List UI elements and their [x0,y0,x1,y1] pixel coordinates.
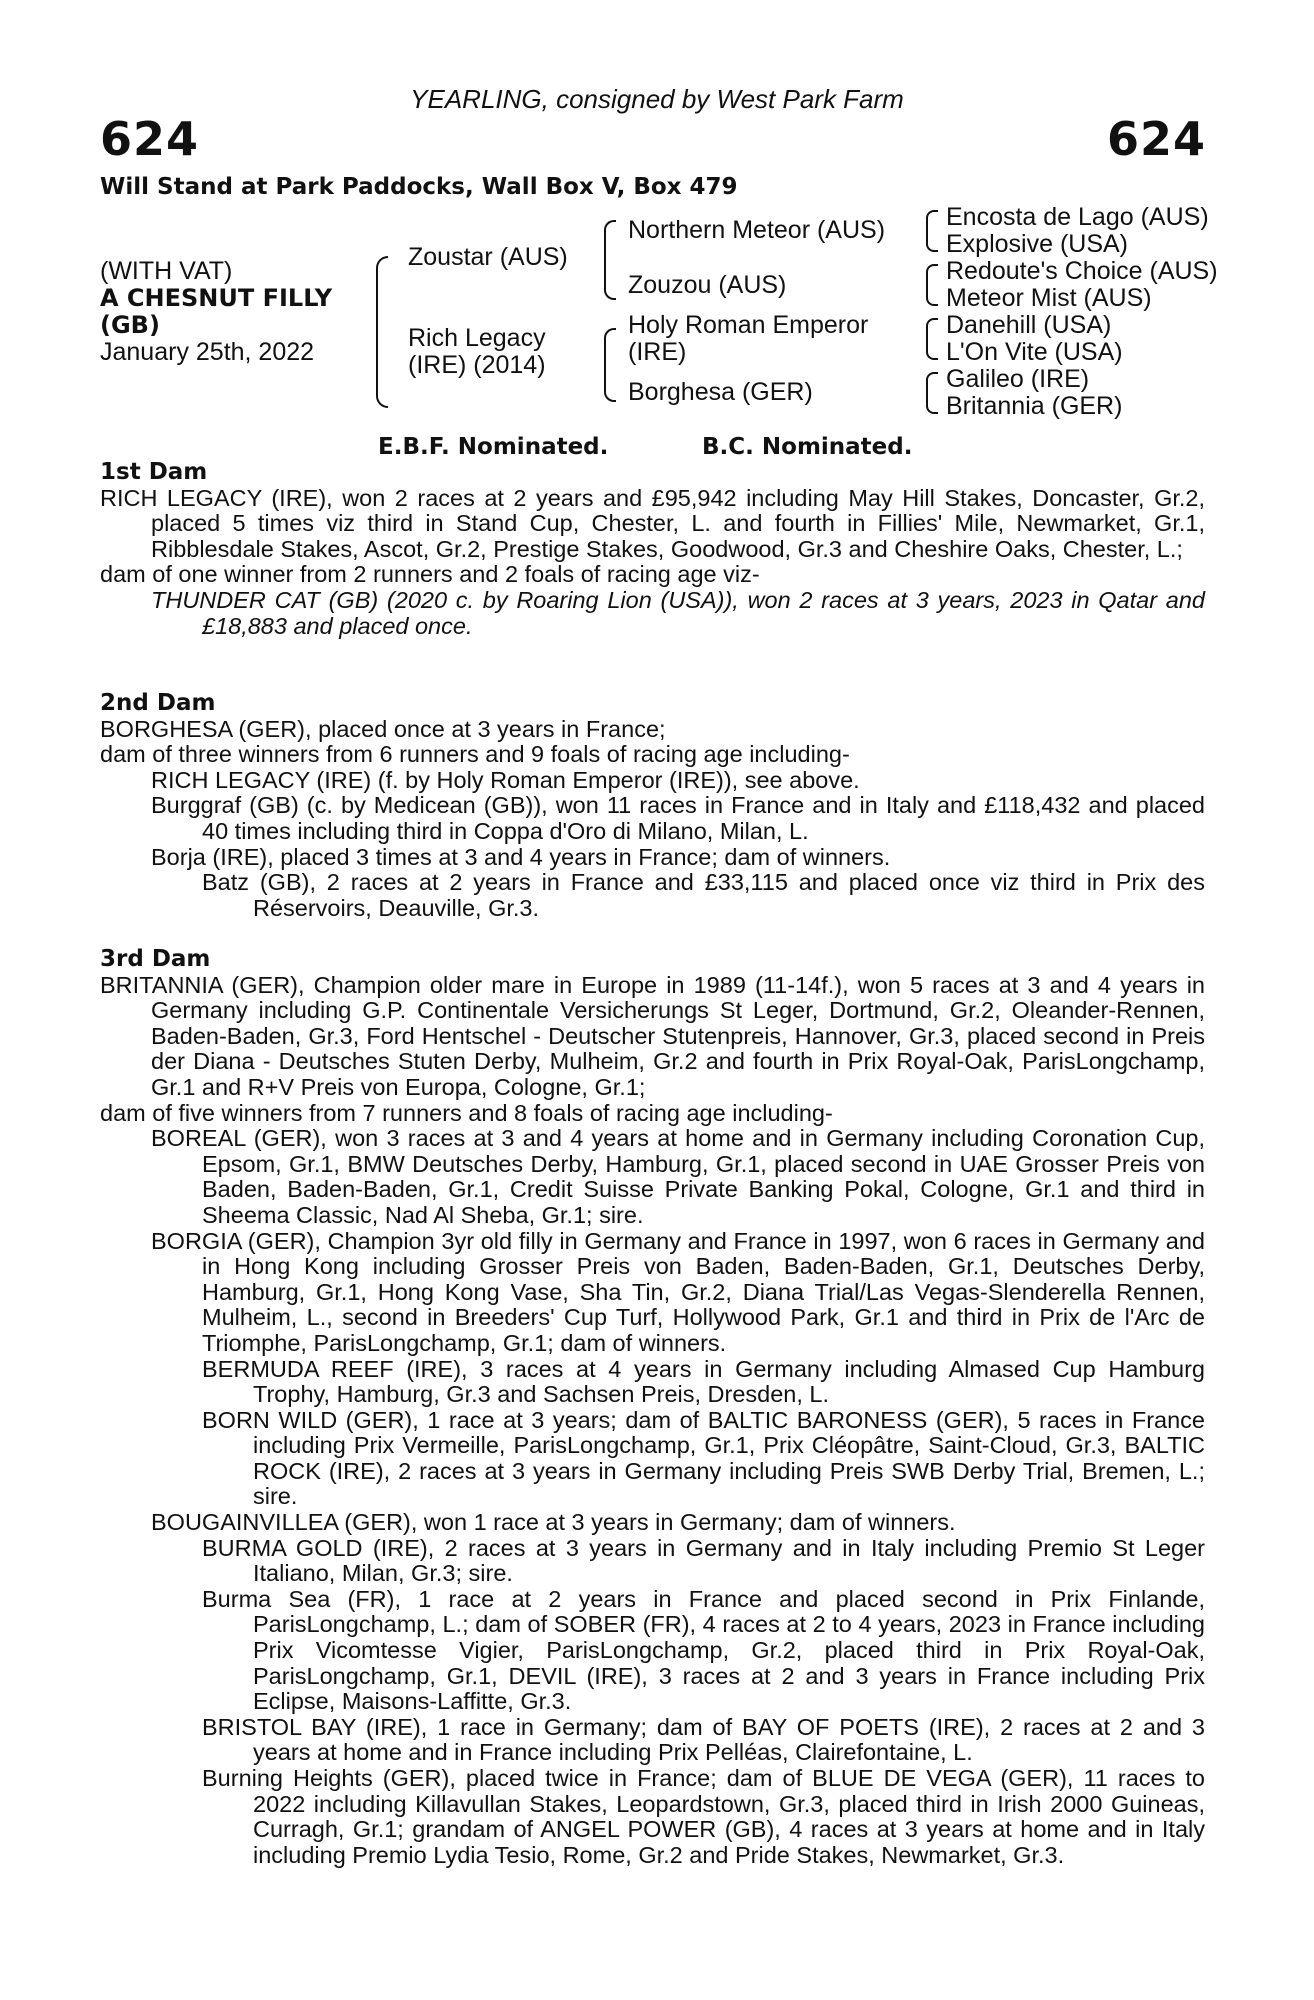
sire-sire: Northern Meteor (AUS) [628,216,886,244]
dam-dam: Borghesa (GER) [628,378,813,406]
second-dam-grandchild-1: Batz (GB), 2 races at 2 years in France and £33,115 and placed once viz third in Prix des Réservoirs, Deauville, Gr.3. [202,869,1205,921]
third-dam-section [100,947,1205,1868]
third-dam-heading: 3rd Dam [100,946,211,972]
consignment-line: YEARLING, consigned by West Park Farm [410,84,904,114]
dam-sire: Holy Roman Emperor (IRE) [628,311,869,366]
third-dam-produce-2: BORGIA (GER), Champion 3yr old filly in Germany and France in 1997, won 6 races in Germany and in Hong Kong including Grosser Preis von Baden, Baden-Baden, Gr.1, Deutsches Derby, Hamburg, Gr.1, Hong Kong Vase, Sha Tin, Gr.2, Diana Trial/Las Vegas-Slenderella Rennen, Mulheim, L., second in Breeders' Cup Turf, Hollywood Park, Gr.1 and third in Prix de l'Arc de Triomphe, ParisLongchamp, Gr.1; dam of winners. [151,1227,1205,1356]
second-dam-produce-summary: dam of three winners from 6 runners and 9 foals of racing age including- [100,741,850,768]
third-dam-record: BRITANNIA (GER), Champion older mare in Europe in 1989 (11-14f.), won 5 races at 3 and 4 years in Germany including G.P. Continentale Versicherungs St Leger, Dortmund, Gr.2, Oleander-Rennen, Baden-Baden, Gr.3, Ford Hentschel - Deutscher Stutenpreis, Hannover, Gr.3, placed second in Preis der Diana - Deutsches Stuten Derby, Mulheim, Gr.2 and fourth in Prix Royal-Oak, ParisLongchamp, Gr.1 and R+V Preis von Europa, Cologne, Gr.1; [100,971,1205,1100]
first-dam-record: RICH LEGACY (IRE), won 2 races at 2 years and £95,942 including May Hill Stakes, Doncaster, Gr.2, placed 5 times viz third in Stand Cup, Chester, L. and fourth in Fillies' Mile, Newmarket, Gr.1, Ribblesdale Stakes, Ascot, Gr.2, Prestige Stakes, Goodwood, Gr.3 and Cheshire Oaks, Chester, L.; [100,484,1205,562]
third-dam-produce-summary: dam of five winners from 7 runners and 8 foals of racing age including- [100,1099,833,1126]
second-dam-record: BORGHESA (GER), placed once at 3 years in France; [100,715,666,742]
gg-5: Danehill (USA) [946,311,1112,339]
subject-name: A CHESNUT FILLY (GB) [100,284,333,339]
third-dam-grandchild-3: BURMA GOLD (IRE), 2 races at 3 years in Germany and in Italy including Premio St Leger Italiano, Milan, Gr.3; sire. [202,1534,1205,1587]
brace-dam-line [604,328,616,402]
vat-note: (WITH VAT) [100,257,233,285]
first-dam-section [100,460,1205,639]
brace-g1 [926,210,938,252]
brace-parents [376,256,388,408]
gg-8: Britannia (GER) [946,392,1123,420]
third-dam-produce-1: BOREAL (GER), won 3 races at 3 and 4 years at home and in Germany including Coronation Cup, Epsom, Gr.1, BMW Deutsches Derby, Hamburg, Gr.1, placed second in UAE Grosser Preis von Baden, Baden-Baden, Gr.1, Credit Suisse Private Banking Pokal, Cologne, Gr.1 and third in Sheema Classic, Nad Al Sheba, Gr.1; sire. [151,1125,1205,1228]
third-dam-grandchild-1: BERMUDA REEF (IRE), 3 races at 4 years in Germany including Almased Cup Hamburg Trophy, Hamburg, Gr.3 and Sachsen Preis, Dresden, L. [202,1355,1205,1408]
brace-g3 [926,318,938,360]
third-dam-grandchild-4: Burma Sea (FR), 1 race at 2 years in France and placed second in Prix Finlande, ParisLongchamp, L.; dam of SOBER (FR), 4 races at 2 to 4 years, 2023 in France including Prix Vicomtesse Vigier, ParisLongchamp, Gr.2, placed third in Prix Royal-Oak, ParisLongchamp, Gr.1, DEVIL (IRE), 3 races at 2 and 3 years in France including Prix Eclipse, Maisons-Laffitte, Gr.3. [202,1585,1205,1715]
gg-1: Encosta de Lago (AUS) [946,203,1209,231]
dam: Rich Legacy (IRE) (2014) [408,324,546,379]
sire: Zoustar (AUS) [408,243,568,271]
gg-3: Redoute's Choice (AUS) [946,257,1218,285]
gg-4: Meteor Mist (AUS) [946,284,1152,312]
third-dam-produce-3: BOUGAINVILLEA (GER), won 1 race at 3 years in Germany; dam of winners. [151,1509,956,1536]
second-dam-heading: 2nd Dam [100,690,216,716]
second-dam-produce-2: Burggraf (GB) (c. by Medicean (GB)), won 11 races in France and in Italy and £118,432 and placed 40 times including third in Coppa d'Oro di Milano, Milan, L. [151,792,1205,844]
gg-2: Explosive (USA) [946,230,1128,258]
first-dam-produce-summary: dam of one winner from 2 runners and 2 foals of racing age viz- [100,561,760,588]
ebf-nomination: E.B.F. Nominated. [378,434,609,460]
second-dam-produce-1: RICH LEGACY (IRE) (f. by Holy Roman Emperor (IRE)), see above. [151,766,860,793]
stand-location: Will Stand at Park Paddocks, Wall Box V, Box 479 [100,174,738,200]
first-dam-heading: 1st Dam [100,459,208,485]
brace-sire-line [604,220,616,300]
gg-7: Galileo (IRE) [946,365,1090,393]
second-dam-produce-3: Borja (IRE), placed 3 times at 3 and 4 years in France; dam of winners. [151,843,891,870]
lot-number-right: 624 [1106,112,1206,166]
third-dam-grandchild-2: BORN WILD (GER), 1 race at 3 years; dam of BALTIC BARONESS (GER), 5 races in France including Prix Vermeille, ParisLongchamp, Gr.1, Prix Cléopâtre, Saint-Cloud, Gr.3, BALTIC ROCK (IRE), 2 races at 3 years in Germany including Preis SWB Derby Trial, Bremen, L.; sire. [202,1406,1205,1510]
third-dam-grandchild-6: Burning Heights (GER), placed twice in France; dam of BLUE DE VEGA (GER), 11 races to 2022 including Killavullan Stakes, Leopardstown, Gr.3, placed third in Irish 2000 Guineas, Curragh, Gr.1; grandam of ANGEL POWER (GB), 4 races at 3 years at home and in Italy including Premio Lydia Tesio, Rome, Gr.2 and Pride Stakes, Newmarket, Gr.3. [202,1765,1205,1868]
sire-dam-label: Zouzou (AUS) [628,271,787,299]
bc-nomination: B.C. Nominated. [702,434,913,460]
brace-g4 [926,372,938,414]
third-dam-grandchild-5: BRISTOL BAY (IRE), 1 race in Germany; dam of BAY OF POETS (IRE), 2 races at 2 and 3 years at home and in France including Prix Pelléas, Clairefontaine, L. [202,1713,1205,1766]
first-dam-produce-1: THUNDER CAT (GB) (2020 c. by Roaring Lion (USA)), won 2 races at 3 years, 2023 in Qatar and £18,883 and placed once. [151,586,1205,639]
second-dam-section [100,691,1205,921]
subject-dob: January 25th, 2022 [100,338,315,366]
gg-6: L'On Vite (USA) [946,338,1123,366]
lot-number-left: 624 [100,112,200,166]
brace-g2 [926,264,938,306]
